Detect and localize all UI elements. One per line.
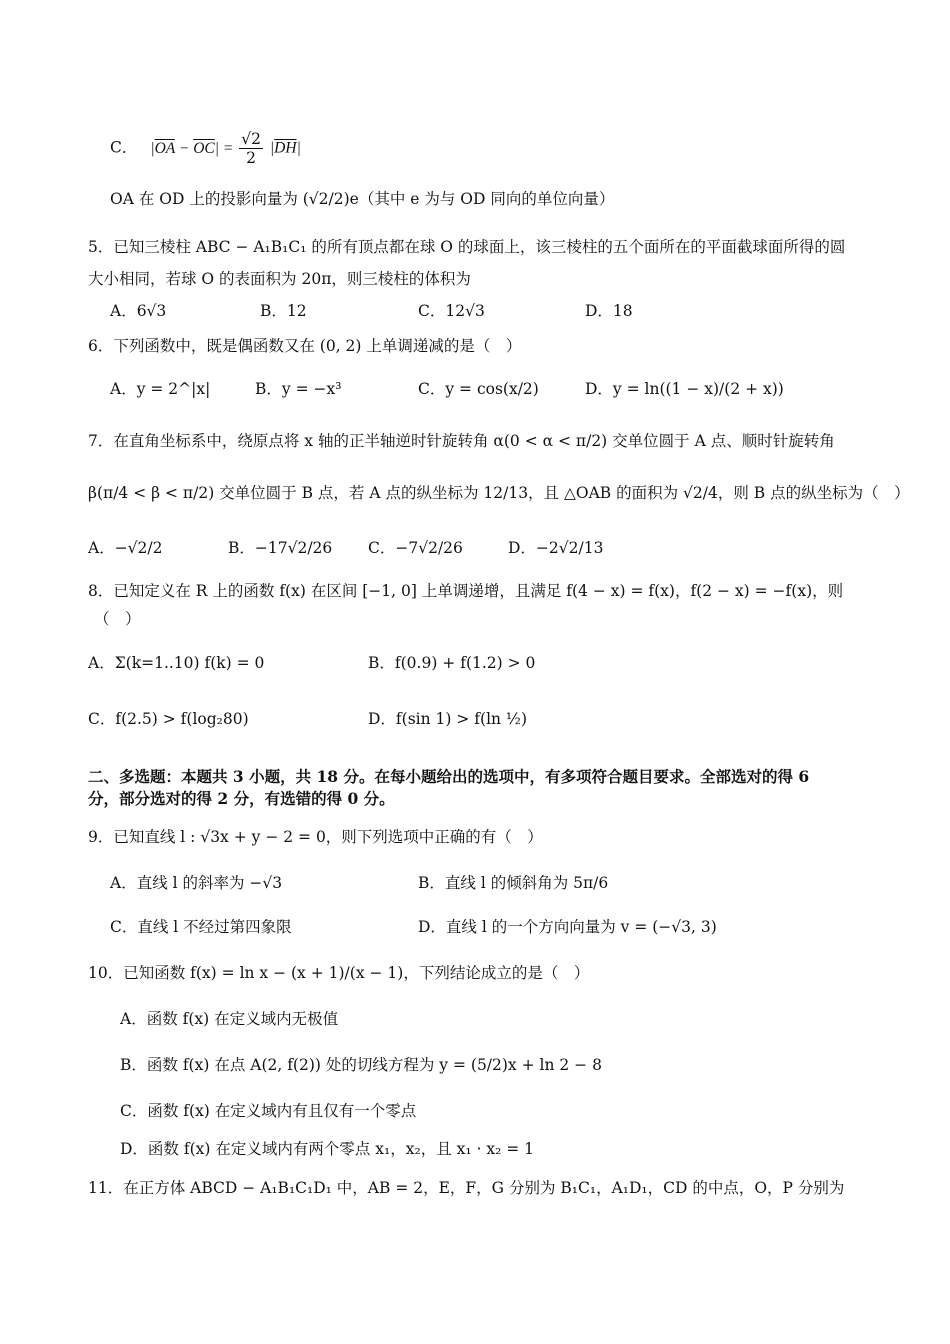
q8-option-b: B．f(0.9) + f(1.2) > 0: [368, 654, 536, 672]
section2-heading-line1: 二、多选题：本题共 3 小题，共 18 分。在每小题给出的选项中，有多项符合题目要求。全部选对的得 6: [88, 767, 810, 786]
q11-stem: 11．在正方体 ABCD − A₁B₁C₁D₁ 中，AB = 2，E，F，G 分别为 B₁C₁，A₁D₁，CD 的中点，O，P 分别为: [88, 1179, 845, 1197]
q7-option-a: A．−√2/2: [88, 539, 163, 557]
q6-option-a: A．y = 2^|x|: [110, 380, 211, 398]
q6-option-b: B．y = −x³: [255, 380, 342, 398]
q5-stem-line1: 5．已知三棱柱 ABC − A₁B₁C₁ 的所有顶点都在球 O 的球面上，该三棱柱的五个面所在的平面截球面所得的圆: [88, 238, 846, 256]
q9-option-c: C．直线 l 不经过第四象限: [110, 918, 292, 936]
q7-option-c: C．−7√2/26: [368, 539, 463, 557]
q6-option-d: D．y = ln((1 − x)/(2 + x)): [585, 380, 784, 398]
q7-stem-line1: 7．在直角坐标系中，绕原点将 x 轴的正半轴逆时针旋转角 α(0 < α < π/2) 交单位圆于 A 点、顺时针旋转角: [88, 432, 835, 450]
q5-option-c: C．12√3: [418, 302, 485, 320]
section2-heading-line2: 分，部分选对的得 2 分，有选错的得 0 分。: [88, 789, 395, 808]
q5-option-a: A．6√3: [110, 302, 167, 320]
q8-option-d: D．f(sin 1) > f(ln ½): [368, 710, 528, 728]
q6-stem: 6．下列函数中，既是偶函数又在 (0, 2) 上单调递减的是（ ）: [88, 337, 522, 355]
q7-stem-line2: β(π/4 < β < π/2) 交单位圆于 B 点，若 A 点的纵坐标为 12/13，且 △OAB 的面积为 √2/4，则 B 点的纵坐标为（ ）: [88, 484, 910, 502]
q8-option-a: A．Σ(k=1..10) f(k) = 0: [88, 654, 265, 672]
q5-stem-line2: 大小相同，若球 O 的表面积为 20π，则三棱柱的体积为: [88, 270, 471, 288]
q9-option-b: B．直线 l 的倾斜角为 5π/6: [418, 874, 609, 892]
q9-option-a: A．直线 l 的斜率为 −√3: [110, 874, 283, 892]
q10-option-b: B．函数 f(x) 在点 A(2, f(2)) 处的切线方程为 y = (5/2)x + ln 2 − 8: [120, 1056, 602, 1074]
q10-option-c: C．函数 f(x) 在定义域内有且仅有一个零点: [120, 1102, 417, 1120]
q4-option-c: C． $|\overline{OA} - \overline{OC}|$ = $\frac{√2}{2}$ $|\overline{DH}|$: [110, 130, 301, 167]
q10-stem: 10．已知函数 f(x) = ln x − (x + 1)/(x − 1)，下列结论成立的是（ ）: [88, 964, 590, 982]
q9-stem: 9．已知直线 l : √3x + y − 2 = 0，则下列选项中正确的有（ ）: [88, 828, 543, 846]
q8-stem-line1: 8．已知定义在 R 上的函数 f(x) 在区间 [−1, 0] 上单调递增，且满足 f(4 − x) = f(x)，f(2 − x) = −f(x)，则: [88, 582, 844, 600]
q7-option-b: B．−17√2/26: [228, 539, 333, 557]
q5-option-d: D．18: [585, 302, 633, 320]
q5-option-b: B．12: [260, 302, 307, 320]
q4-option-d: OA 在 OD 上的投影向量为 (√2/2)e（其中 e 为与 OD 同向的单位向量）: [110, 190, 615, 208]
q10-option-a: A．函数 f(x) 在定义域内无极值: [120, 1010, 339, 1028]
q8-option-c: C．f(2.5) > f(log₂80): [88, 710, 249, 728]
q8-stem-line2: （ ）: [94, 610, 141, 628]
q7-option-d: D．−2√2/13: [508, 539, 604, 557]
q9-option-d: D．直线 l 的一个方向向量为 v = (−√3, 3): [418, 918, 717, 936]
q6-option-c: C．y = cos(x/2): [418, 380, 539, 398]
q10-option-d: D．函数 f(x) 在定义域内有两个零点 x₁，x₂，且 x₁ · x₂ = 1: [120, 1140, 535, 1158]
